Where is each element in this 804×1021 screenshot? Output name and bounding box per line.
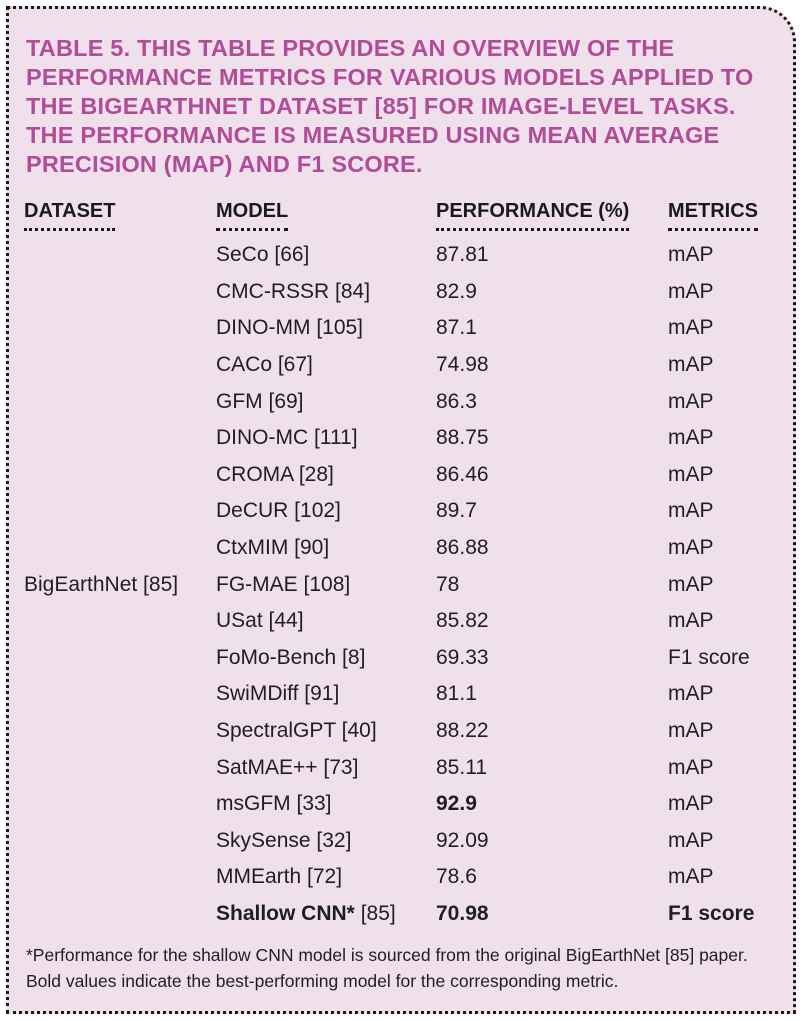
table-row [24, 274, 776, 311]
performance-cell: 86.88 [436, 536, 489, 560]
model-name-bold: Shallow CNN* [216, 901, 355, 925]
header-row [24, 200, 776, 237]
performance-cell: 86.46 [436, 462, 489, 486]
performance-cell: 86.3 [436, 389, 477, 413]
table-row [24, 493, 776, 530]
model-cell [216, 896, 436, 933]
table-row [24, 823, 776, 860]
header-performance: PERFORMANCE (%) [436, 200, 668, 237]
dataset-cell [24, 493, 216, 530]
table-row [24, 347, 776, 384]
table-row [24, 420, 776, 457]
performance-cell: 78 [436, 572, 460, 596]
dataset-cell [24, 859, 216, 896]
metric-cell: mAP [668, 353, 714, 377]
metric-cell: mAP [668, 499, 714, 523]
dataset-cell [24, 896, 216, 933]
dataset-cell [24, 310, 216, 347]
metric-cell: mAP [668, 536, 714, 560]
dataset-name-cell: BigEarthNet [85] [24, 572, 179, 596]
table-caption: TABLE 5. THIS TABLE PROVIDES AN OVERVIEW OF THE PERFORMANCE METRICS FOR VARIOUS MODELS APPLIED TO THE BIGEARTHNET DATASET [85] FOR IMAGE-LEVEL TASKS. THE PERFORMANCE IS MEASURED USING MEAN AVERAGE PRECISION (MAP) AND F1 SCORE. [26, 35, 754, 177]
metric-cell: mAP [668, 865, 714, 889]
model-cell: DINO-MM [105] [216, 316, 364, 340]
table-row [24, 383, 776, 420]
model-cell: CtxMIM [90] [216, 536, 330, 560]
table-row [24, 713, 776, 750]
model-cell: SpectralGPT [40] [216, 719, 377, 743]
performance-cell-best: 70.98 [436, 901, 489, 925]
metric-cell: mAP [668, 682, 714, 706]
performance-cell: 82.9 [436, 279, 477, 303]
table-row [24, 786, 776, 823]
table-row [24, 896, 776, 933]
model-cell: USat [44] [216, 609, 304, 633]
dataset-cell [24, 603, 216, 640]
metric-cell: F1 score [668, 901, 755, 925]
dataset-cell [24, 457, 216, 494]
model-cell: CROMA [28] [216, 462, 334, 486]
model-cell: DINO-MC [111] [216, 426, 358, 450]
dataset-cell [24, 347, 216, 384]
model-cell: CMC-RSSR [84] [216, 279, 371, 303]
model-cell: SwiMDiff [91] [216, 682, 340, 706]
model-cell: FoMo-Bench [8] [216, 645, 366, 669]
table-row [24, 310, 776, 347]
model-cell: FG-MAE [108] [216, 572, 351, 596]
performance-cell: 85.82 [436, 609, 489, 633]
table-footnote: *Performance for the shallow CNN model is sourced from the original BigEarthNet [85] paper. Bold values indicate the best-performing model for the corresponding metric. [26, 945, 748, 991]
performance-cell: 87.1 [436, 316, 477, 340]
metric-cell: mAP [668, 609, 714, 633]
header-metrics: METRICS [668, 200, 776, 237]
metric-cell: mAP [668, 279, 714, 303]
performance-cell: 74.98 [436, 353, 489, 377]
table-row [24, 640, 776, 677]
model-cell: SeCo [66] [216, 243, 310, 267]
metric-cell: mAP [668, 243, 714, 267]
dataset-cell [24, 823, 216, 860]
table-row [24, 603, 776, 640]
performance-cell: 92.09 [436, 828, 489, 852]
model-cell: msGFM [33] [216, 792, 332, 816]
model-cell: MMEarth [72] [216, 865, 343, 889]
dataset-cell [24, 786, 216, 823]
table-row [24, 237, 776, 274]
performance-cell: 85.11 [436, 755, 487, 779]
table-row [24, 566, 776, 603]
metric-cell: mAP [668, 719, 714, 743]
performance-cell: 78.6 [436, 865, 477, 889]
model-ref: [85] [354, 901, 396, 925]
metric-cell: mAP [668, 572, 714, 596]
metric-cell: F1 score [668, 645, 750, 669]
performance-table [24, 200, 776, 932]
model-cell: CACo [67] [216, 353, 313, 377]
performance-cell: 81.1 [436, 682, 477, 706]
metric-cell: mAP [668, 755, 714, 779]
dataset-cell [24, 530, 216, 567]
dataset-cell [24, 640, 216, 677]
dataset-cell [24, 274, 216, 311]
metric-cell: mAP [668, 462, 714, 486]
table-row [24, 676, 776, 713]
table-row [24, 530, 776, 567]
metric-cell: mAP [668, 389, 714, 413]
table-row [24, 859, 776, 896]
performance-cell: 88.75 [436, 426, 489, 450]
performance-cell: 89.7 [436, 499, 477, 523]
dataset-cell [24, 676, 216, 713]
model-cell: SatMAE++ [73] [216, 755, 359, 779]
metric-cell: mAP [668, 426, 714, 450]
header-model: MODEL [216, 200, 436, 237]
dataset-cell [24, 383, 216, 420]
metric-cell: mAP [668, 792, 714, 816]
dataset-cell [24, 420, 216, 457]
table-row [24, 457, 776, 494]
performance-cell: 69.33 [436, 645, 489, 669]
model-cell: GFM [69] [216, 389, 304, 413]
performance-cell: 88.22 [436, 719, 489, 743]
metric-cell: mAP [668, 828, 714, 852]
model-cell: DeCUR [102] [216, 499, 341, 523]
dataset-cell [24, 749, 216, 786]
header-dataset: DATASET [24, 200, 216, 237]
dataset-cell [24, 713, 216, 750]
dataset-cell [24, 237, 216, 274]
performance-cell: 87.81 [436, 243, 489, 267]
performance-cell-best: 92.9 [436, 792, 477, 816]
metric-cell: mAP [668, 316, 714, 340]
model-cell: SkySense [32] [216, 828, 352, 852]
table-row [24, 749, 776, 786]
